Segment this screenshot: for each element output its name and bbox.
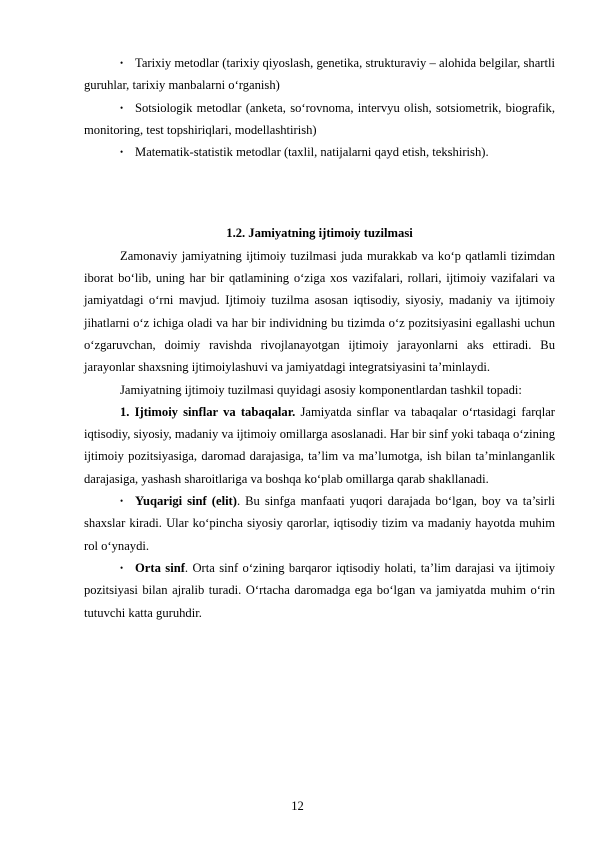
bullet-icon: • [120, 562, 124, 573]
bullet-bold-lead: Yuqarigi sinf (elit) [135, 494, 237, 509]
bullet-text: Tarixiy metodlar (tarixiy qiyoslash, genetika, strukturaviy – alohida belgilar, shartli guruhlar, tarixiy manbalarni o‘rganish) [84, 56, 555, 93]
list-item [84, 141, 555, 163]
section-heading: 1.2. Jamiyatning ijtimoiy tuzilmasi [226, 226, 413, 241]
bullet-text: . Bu sinfga manfaati yuqori darajada bo‘lgan, boy va ta’sirli shaxslar kiradi. Ular ko‘pincha siyosiy qarorlar, iqtisodiy tizim va madaniy hayotda muhim rol o‘ynaydi. [84, 494, 555, 553]
paragraph [84, 401, 555, 490]
bullet-icon: • [120, 102, 124, 113]
page-content [84, 52, 555, 624]
bullet-icon: • [120, 58, 124, 68]
paragraph: Jamiyatning ijtimoiy tuzilmasi quyidagi asosiy komponentlardan tashkil topadi: [120, 382, 522, 397]
bullet-text: Matematik-statistik metodlar (taxlil, natijalarni qayd etish, tekshirish). [135, 145, 489, 160]
bullet-text: . Orta sinf o‘zining barqaror iqtisodiy holati, ta’lim darajasi va ijtimoiy pozitsiyasi bilan ajralib turadi. O‘rtacha daromadga ega bo‘lgan va jamiyatda muhim o‘rin tutuvchi katta guruhdir. [84, 560, 555, 620]
bullet-text: Sotsiologik metodlar (anketa, so‘rovnoma, intervyu olish, sotsiometrik, biografik, monitoring, test topshiriqlari, modellashtirish) [84, 100, 555, 137]
list-item [84, 52, 555, 97]
paragraph-text: Jamiyatda sinflar va tabaqalar o‘rtasidagi farqlar iqtisodiy, siyosiy, madaniy va ijtimoiy omillarga asoslanadi. Har bir sinf yoki tabaqa o‘zining ijtimoiy pozitsiyasiga, daromad darajasiga, ta’lim va ma’lumotga, ish bilan ta’minlanganlik darajasiga, yashash sharoitlariga va boshqa ko‘plab omillarga qarab shakllanadi. [84, 404, 555, 486]
paragraph-bold-lead: 1. Ijtimoiy sinflar va tabaqalar. [120, 404, 296, 419]
paragraph: Zamonaviy jamiyatning ijtimoiy tuzilmasi juda murakkab va ko‘p qatlamli tizimdan iborat bo‘lib, uning har bir qatlamining o‘ziga xos vazifalari, rollari, ijtimoiy vazifalari va jamiyatdagi o‘rni mavjud. Ijtimoiy tuzilma asosan iqtisodiy, siyosiy, madaniy va ijtimoiy jihatlarni o‘z ichiga oladi va har bir individning bu tizimda o‘z pozitsiyasini egallashi uchun o‘zgaruvchan, doimiy ravishda rivojlanayotgan ijtimoiy jarayonlarni aks ettiradi. Bu jarayonlar shaxsning ijtimoiylashuvi va jamiyatdagi integratsiyasini ta’minlaydi. [84, 248, 555, 375]
list-item [84, 490, 555, 557]
list-item [84, 557, 555, 624]
bullet-icon: • [120, 147, 124, 158]
bullet-bold-lead: Orta sinf [135, 560, 185, 575]
list-item [84, 97, 555, 142]
page-number: 12 [291, 799, 304, 813]
bullet-icon: • [120, 496, 124, 507]
